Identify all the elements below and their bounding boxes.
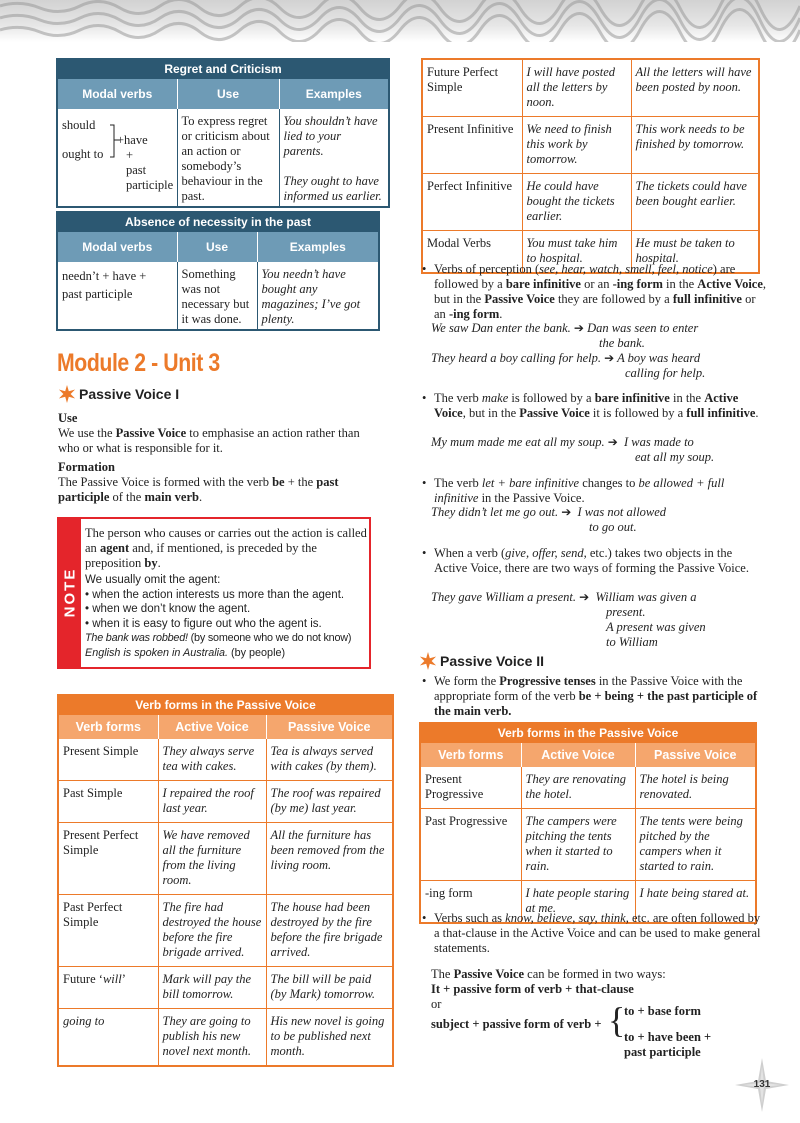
column-header: Examples: [279, 79, 389, 109]
passive-voice-cell: All the letters will have been posted by noon.: [631, 59, 759, 117]
absence-necessity-table: [56, 211, 380, 331]
table-row: [420, 809, 756, 881]
progressive-bullet: • We form the Progressive tenses in the Passive Voice with the appropriate form of the verb be + being + the past participle of the main verb.: [422, 674, 758, 718]
table-title: Verb forms in the Passive Voice: [420, 723, 756, 743]
verb-form-cell: Modal Verbs: [422, 231, 522, 274]
use-cell: To express regret or criticism about an action or somebody’s behaviour in the past.: [177, 109, 279, 207]
make-example: My mum made me eat all my soup. ➔ I was made to: [431, 435, 694, 449]
note-bullet: • when we don’t know the agent.: [85, 603, 251, 615]
modal-should: should: [62, 118, 96, 132]
verb-form-cell: Perfect Infinitive: [422, 174, 522, 231]
passive-voice-cell: His new novel is going to be published next month.: [266, 1009, 393, 1067]
column-header: Use: [177, 232, 257, 262]
star-icon: [419, 652, 437, 670]
it-passive-form: It + passive form of verb + that-clause: [431, 982, 634, 996]
column-header: Active Voice: [158, 715, 266, 739]
two-objects-example-line: to William: [606, 635, 658, 649]
form-line: needn’t + have +: [62, 269, 147, 283]
have-label: +have: [117, 133, 148, 147]
active-voice-cell: I will have posted all the letters by noon.: [522, 59, 631, 117]
regret-criticism-table: [56, 58, 390, 208]
column-header: Modal verbs: [57, 79, 177, 109]
active-voice-cell: We have removed all the furniture from the living room.: [158, 823, 266, 895]
table-row: [420, 767, 756, 809]
modal-ought-to: ought to: [62, 147, 104, 161]
active-voice-cell: You must take him to hospital.: [522, 231, 631, 274]
option-base-form: to + base form: [624, 1004, 701, 1018]
note-bullet: • when the action interests us more than the agent.: [85, 588, 345, 601]
use-section: [58, 411, 378, 505]
active-voice-cell: He could have bought the tickets earlier.: [522, 174, 631, 231]
table-row: [58, 967, 393, 1009]
examples-cell: [279, 109, 389, 207]
note-example: English is spoken in Australia. (by people): [85, 646, 286, 659]
two-objects-example: They gave William a present. ➔ William was given a: [431, 590, 697, 604]
table-row: [422, 174, 759, 231]
subject-passive-form: subject + passive form of verb +: [431, 1017, 602, 1031]
let-example: They didn’t let me go out. ➔ I was not allowed: [431, 505, 667, 519]
use-cell: Something was not necessary but it was done.: [177, 262, 257, 330]
table-row: [58, 895, 393, 967]
general-statements-bullet: • Verbs such as know, believe, say, think, etc. are often followed by a that-clause in the Active Voice and can be used to make general statements.: [422, 911, 761, 955]
example-2: They ought to have informed us earlier.: [283, 174, 382, 203]
option-past-participle: past participle: [624, 1045, 701, 1059]
passive-voice-cell: He must be taken to hospital.: [631, 231, 759, 274]
note-example: The bank was robbed! (by someone who we do not know): [85, 632, 352, 644]
note-line: We usually omit the agent:: [85, 574, 221, 586]
table-row: [58, 781, 393, 823]
passive-ways-line: The Passive Voice can be formed in two ways:: [431, 967, 666, 981]
option-have-been: to + have been +: [624, 1030, 712, 1044]
column-header: Verb forms: [420, 743, 521, 767]
verb-form-cell: Future ‘will’: [58, 967, 158, 1009]
plus-sign: +: [126, 148, 134, 162]
column-header: Use: [177, 79, 279, 109]
perception-example-1: We saw Dan enter the bank. ➔ Dan was seen to enter: [431, 321, 699, 335]
verb-form-cell: Future Perfect Simple: [427, 65, 499, 94]
column-header: Passive Voice: [635, 743, 756, 767]
table-row: [58, 1009, 393, 1067]
active-voice-cell: I repaired the roof last year.: [158, 781, 266, 823]
form-line: past participle: [62, 287, 133, 301]
table-title: Verb forms in the Passive Voice: [58, 695, 393, 715]
table-row: [58, 739, 393, 781]
two-objects-example-line: A present was given: [606, 620, 706, 634]
note-label: NOTE: [61, 567, 79, 618]
note-text: The person who causes or carries out the action is called an agent and, if mentioned, is preceded by the preposition by. We usually omit the agent: • when the action interests us more than the agent. • when we don’t know the agent. • when it is easy to figure out who the agent is. The bank was robbed! (by someone who we do not know) English is spoken in Australia. (by people): [85, 526, 367, 659]
star-icon: [58, 385, 76, 403]
active-voice-cell: They are going to publish his new novel next month.: [158, 1009, 266, 1067]
page-header-band: [0, 0, 800, 42]
active-voice-cell: We need to finish this work by tomorrow.: [522, 117, 631, 174]
column-header: Verb forms: [58, 715, 158, 739]
let-example-cont: to go out.: [589, 520, 637, 534]
note-box: [57, 517, 371, 669]
column-header: Modal verbs: [57, 232, 177, 262]
passive-voice-cell: This work needs to be finished by tomorrow.: [631, 117, 759, 174]
passive-voice-cell: The hotel is being renovated.: [635, 767, 756, 809]
perception-bullet: • Verbs of perception (see, hear, watch, smell, feel, notice) are followed by a bare infinitive or an -ing form in the Active Voice, but in the Passive Voice they are followed by a full infinitive or an -ing form.: [422, 262, 767, 321]
two-objects-bullet: • When a verb (give, offer, send, etc.) takes two objects in the Active Voice, there are two ways of forming the Passive Voice.: [422, 546, 749, 575]
wave-pattern: [0, 0, 800, 42]
passive-voice-cell: I hate being stared at.: [635, 881, 756, 924]
two-objects-example-line: present.: [606, 605, 646, 619]
table-title: Regret and Criticism: [57, 59, 389, 79]
make-example-cont: eat all my soup.: [635, 450, 715, 464]
table-row: [422, 117, 759, 174]
passive-voice-cell: Tea is always served with cakes (by them).: [266, 739, 393, 781]
active-voice-cell: Mark will pay the bill tomorrow.: [158, 967, 266, 1009]
formation-text: The Passive Voice is formed with the verb be + the past participle of the main verb.: [58, 475, 339, 504]
table-title: Absence of necessity in the past: [57, 212, 379, 232]
verb-forms-table: [57, 694, 394, 1067]
module-title: Module 2 - Unit 3: [57, 349, 220, 377]
curly-brace: {: [608, 1000, 626, 1040]
verb-form-cell: Present Simple: [63, 744, 139, 758]
modal-verbs-cell: [57, 109, 177, 207]
verb-form-cell: Past Simple: [58, 781, 158, 823]
page-number: 131: [753, 1079, 771, 1090]
perception-example-2-cont: calling for help.: [625, 366, 706, 380]
column-header: Active Voice: [521, 743, 635, 767]
active-voice-cell: The campers were pitching the tents when it started to rain.: [521, 809, 635, 881]
example-1: You shouldn’t have lied to your parents.: [283, 114, 378, 158]
past-label: past: [126, 163, 147, 177]
note-bullet: • when it is easy to figure out who the agent is.: [85, 617, 322, 630]
table-row: [422, 59, 759, 117]
make-bullet: • The verb make is followed by a bare infinitive in the Active Voice, but in the Passive Voice it is followed by a full infinitive.: [422, 391, 759, 420]
or-label: or: [431, 997, 442, 1011]
active-voice-cell: The fire had destroyed the house before the fire brigade arrived.: [158, 895, 266, 967]
verb-form-cell: Past Progressive: [420, 809, 521, 881]
table-row: [58, 823, 393, 895]
verb-forms-table-continued: [421, 58, 760, 274]
verb-form-cell: Present Perfect Simple: [58, 823, 158, 895]
perception-example-1-cont: the bank.: [599, 336, 645, 350]
verb-form-cell: Present Progressive: [425, 772, 484, 801]
participle-label: participle: [126, 178, 174, 192]
perception-example-2: They heard a boy calling for help. ➔ A boy was heard: [431, 351, 701, 365]
active-voice-cell: I hate people staring at me.: [521, 881, 635, 924]
let-bullet: • The verb let + bare infinitive changes to be allowed + full infinitive in the Passive Voice.: [422, 476, 725, 505]
active-voice-cell: They are renovating the hotel.: [521, 767, 635, 809]
passive-voice-cell: The bill will be paid (by Mark) tomorrow.: [266, 967, 393, 1009]
use-text: We use the Passive Voice to emphasise an action rather than who or what is responsible for it.: [58, 426, 360, 455]
passive-voice-cell: The roof was repaired (by me) last year.: [266, 781, 393, 823]
passive-voice-2-heading: Passive Voice II: [440, 653, 545, 669]
passive-voice-1-heading: Passive Voice I: [79, 386, 180, 402]
form-cell: [57, 262, 177, 330]
passive-voice-cell: All the furniture has been removed from the living room.: [266, 823, 393, 895]
passive-voice-cell: The tents were being pitched by the campers when it started to rain.: [635, 809, 756, 881]
active-voice-cell: They always serve tea with cakes.: [158, 739, 266, 781]
verb-form-cell: Past Perfect Simple: [58, 895, 158, 967]
column-header: Passive Voice: [266, 715, 393, 739]
passive-voice-cell: The house had been destroyed by the fire before the fire brigade arrived.: [266, 895, 393, 967]
formation-label: Formation: [58, 460, 115, 474]
examples-cell: You needn’t have bought any magazines; I’ve got plenty.: [257, 262, 379, 330]
passive-voice-cell: The tickets could have been bought earlier.: [631, 174, 759, 231]
verb-form-cell: going to: [58, 1009, 158, 1067]
progressive-forms-table: [419, 722, 757, 924]
column-header: Examples: [257, 232, 379, 262]
verb-form-cell: Present Infinitive: [422, 117, 522, 174]
note-label-bar: [59, 519, 81, 667]
use-label: Use: [58, 411, 78, 425]
verb-form-cell: -ing form: [420, 881, 521, 924]
